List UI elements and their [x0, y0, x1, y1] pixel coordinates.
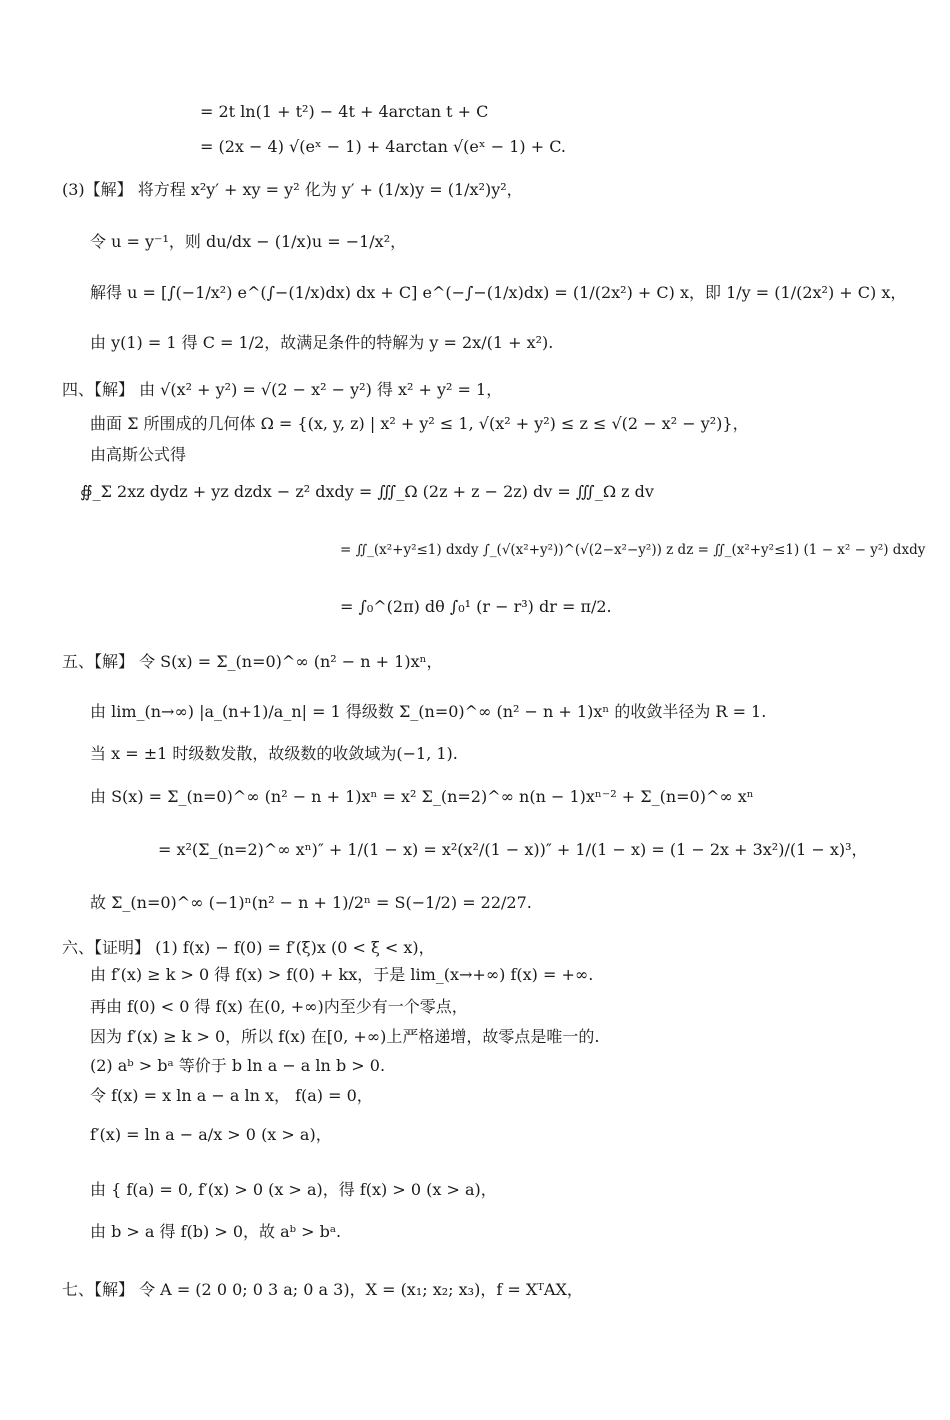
text-line: = 2t ln(1 + t²) − 4t + 4arctan t + C: [200, 102, 489, 121]
text-line: f′(x) = ln a − a/x > 0 (x > a)，: [90, 1125, 332, 1144]
text-line: (2) aᵇ > bᵃ 等价于 b ln a − a ln b > 0.: [90, 1056, 386, 1075]
text-line: 当 x = ±1 时级数发散，故级数的收敛域为(−1, 1).: [90, 744, 458, 763]
text-line: 由 f′(x) ≥ k > 0 得 f(x) > f(0) + kx，于是 lim_(x→+∞) f(x) = +∞.: [90, 965, 594, 984]
text-line: ∯_Σ 2xz dydz + yz dzdx − z² dxdy = ∭_Ω (2z + z − 2z) dv = ∭_Ω z dv: [80, 482, 654, 501]
text-line: = x²(Σ_(n=2)^∞ xⁿ)″ + 1/(1 − x) = x²(x²/(1 − x))″ + 1/(1 − x) = (1 − 2x + 3x²)/(1 − x)³，: [158, 840, 868, 859]
text-line: 由 lim_(n→∞) |a_(n+1)/a_n| = 1 得级数 Σ_(n=0)^∞ (n² − n + 1)xⁿ 的收敛半径为 R = 1.: [90, 702, 767, 721]
text-line: = ∫₀^(2π) dθ ∫₀¹ (r − r³) dr = π/2.: [340, 597, 612, 616]
text-line: 解得 u = [∫(−1/x²) e^(∫−(1/x)dx) dx + C] e^(−∫−(1/x)dx) = (1/(2x²) + C) x，即 1/y = (1/(2x²) + C) x，: [90, 283, 907, 302]
text-line: 由高斯公式得: [90, 445, 187, 464]
text-line: 四、【解】 由 √(x² + y²) = √(2 − x² − y²) 得 x² + y² = 1，: [62, 380, 503, 399]
text-line: 因为 f′(x) ≥ k > 0，所以 f(x) 在[0, +∞)上严格递增，故零点是唯一的.: [90, 1027, 600, 1046]
text-line: 由 { f(a) = 0, f′(x) > 0 (x > a)，得 f(x) > 0 (x > a)，: [90, 1180, 497, 1199]
text-line: 曲面 Σ 所围成的几何体 Ω = {(x, y, z) | x² + y² ≤ 1, √(x² + y²) ≤ z ≤ √(2 − x² − y²)}，: [90, 414, 749, 433]
text-line: 由 b > a 得 f(b) > 0，故 aᵇ > bᵃ.: [90, 1222, 342, 1241]
text-line: 五、【解】 令 S(x) = Σ_(n=0)^∞ (n² − n + 1)xⁿ，: [62, 652, 443, 671]
text-line: 六、【证明】 (1) f(x) − f(0) = f′(ξ)x (0 < ξ < x)，: [62, 938, 435, 957]
text-line: 由 y(1) = 1 得 C = 1/2，故满足条件的特解为 y = 2x/(1 + x²).: [90, 333, 554, 352]
text-line: = (2x − 4) √(eˣ − 1) + 4arctan √(eˣ − 1) + C.: [200, 137, 566, 156]
text-line: 再由 f(0) < 0 得 f(x) 在(0, +∞)内至少有一个零点，: [90, 997, 468, 1016]
text-line: 故 Σ_(n=0)^∞ (−1)ⁿ(n² − n + 1)/2ⁿ = S(−1/2) = 22/27.: [90, 893, 532, 912]
text-line: 由 S(x) = Σ_(n=0)^∞ (n² − n + 1)xⁿ = x² Σ_(n=2)^∞ n(n − 1)xⁿ⁻² + Σ_(n=0)^∞ xⁿ: [90, 787, 754, 806]
text-line: 令 f(x) = x ln a − a ln x， f(a) = 0，: [90, 1086, 373, 1105]
text-line: 令 u = y⁻¹，则 du/dx − (1/x)u = −1/x²，: [90, 232, 407, 251]
text-line: = ∬_(x²+y²≤1) dxdy ∫_(√(x²+y²))^(√(2−x²−y²)) z dz = ∬_(x²+y²≤1) (1 − x² − y²) dxdy: [340, 542, 926, 558]
text-line: 七、【解】 令 A = (2 0 0; 0 3 a; 0 a 3)，X = (x₁; x₂; x₃)，f = XᵀAX，: [62, 1280, 583, 1299]
text-line: (3)【解】 将方程 x²y′ + xy = y² 化为 y′ + (1/x)y = (1/x²)y²，: [62, 180, 523, 199]
